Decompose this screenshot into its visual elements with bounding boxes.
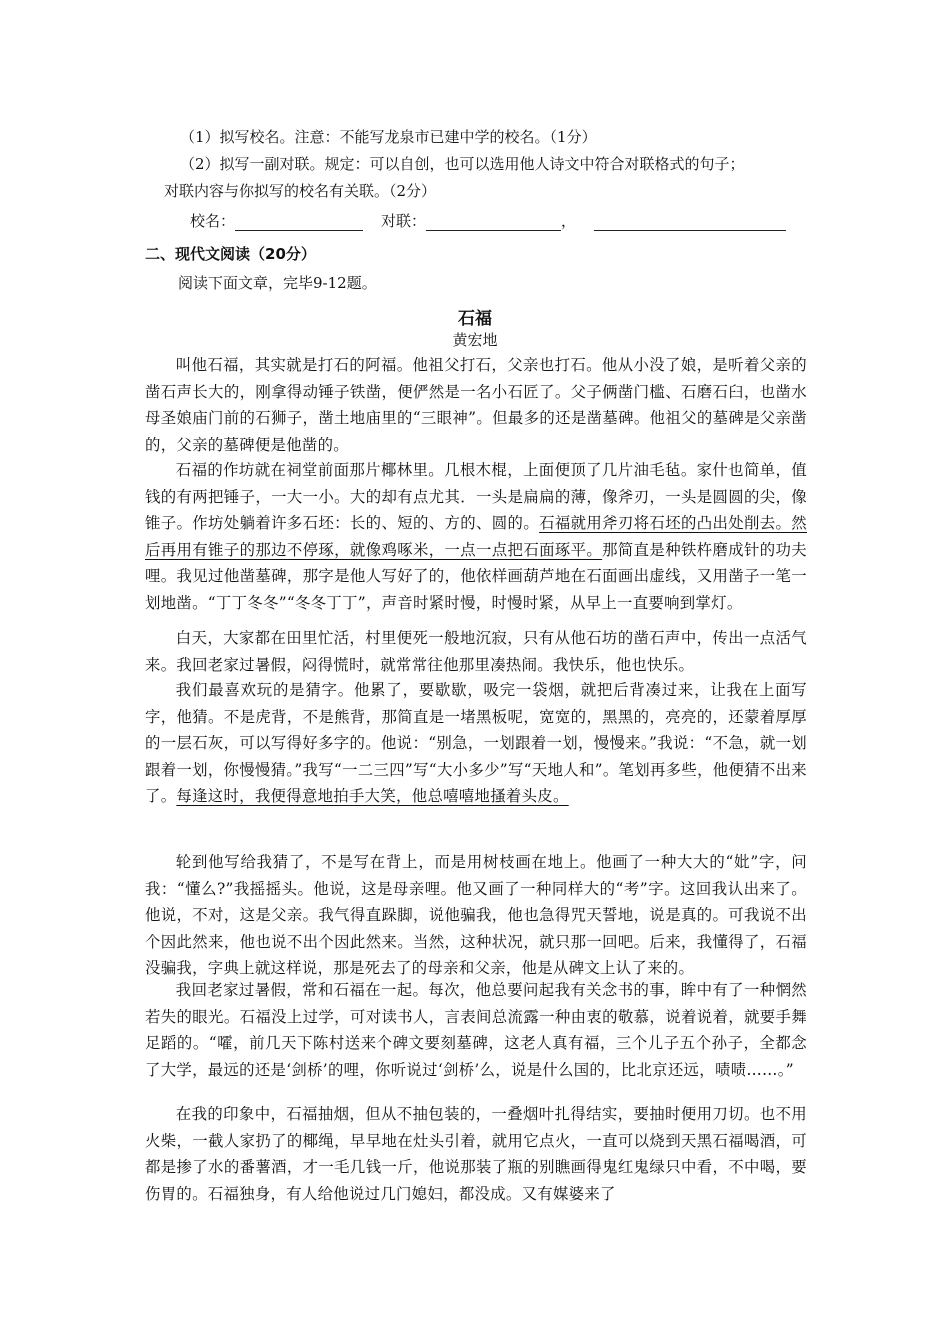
question-1: （1）拟写校名。注意：不能写龙泉市已建中学的校名。（1分） — [180, 128, 597, 146]
paragraph-2-text-b: 那简直是种铁杵磨成针的功夫哩。我见过他凿墓碑，那字是他人写好了的，他依样画葫芦地在石面画出虚线，又用凿子一笔一划地凿。“丁丁冬冬”“冬冬丁丁”，声音时紧时慢，时慢时紧，从早上一直要响到掌灯。 — [145, 540, 807, 612]
couplet-label: 对联： — [381, 212, 427, 230]
question-2-line-2: 对联内容与你拟写的校名有关联。（2分） — [164, 182, 437, 200]
section-instruction: 阅读下面文章，完毕9-12题。 — [178, 274, 377, 292]
paragraph-4-text-a: 我们最喜欢玩的是猜字。他累了，要歇歇，吸完一袋烟，就把后背凑过来，让我在上面写字，他猜。不是虎背，不是熊背，那简直是一堵黑板呢，宽宽的，黑黑的，亮亮的，还蒙着厚厚的一层石灰，可以写得好多字的。他说：“别急，一划跟着一划，慢慢来。”我说：“不急，就一划跟着一划，你慢慢猜。”我写“一二三四”写“大小多少”写“天地人和”。笔划再多些，他便猜不出来了。 — [145, 681, 807, 805]
paragraph-4-underlined-sentence: 每逢这时，我便得意地拍手大笑，他总嘻嘻地搔着头皮。 — [176, 787, 569, 805]
paragraph-2-underlined-sentence: 石福就用斧刃将石坯的凸出处削去。然后再用有锥子的那边不停琢，就像鸡啄米，一点一点把石面琢平。 — [145, 514, 807, 559]
article-paragraph-1: 叫他石福，其实就是打石的阿福。他祖父打石，父亲也打石。他从小没了娘，是听着父亲的凿石声长大的，刚拿得动锤子铁凿，便俨然是一名小石匠了。父子俩凿门槛、石磨石臼，也凿水母圣娘庙门前的石狮子，凿土地庙里的“三眼神”。但最多的还是凿墓碑。他祖父的墓碑是父亲凿的，父亲的墓碑便是他凿的。 — [145, 356, 807, 454]
answer-row — [190, 211, 786, 231]
question-2-line-1: （2）拟写一副对联。规定：可以自创，也可以选用他人诗文中符合对联格式的句子； — [180, 155, 745, 173]
article-paragraph-6: 我回老家过暑假，常和石福在一起。每次，他总要问起我有关念书的事，眸中有了一种惘然若失的眼光。石福没上过学，可对读书人，言表间总流露一种由衷的敬慕，说着说着，就要手舞足蹈的。“嚯，前几天下陈村送来个碑文要刻墓碑，这老人真有福，三个儿子五个孙子，全都念了大学，最远的还是‘剑桥’的哩，你听说过‘剑桥’么，说是什么国的，比北京还远，啧啧……。” — [145, 981, 807, 1079]
school-name-label: 校名： — [190, 212, 236, 230]
paragraph-2-text-a: 石福的作坊就在祠堂前面那片椰林里。几根木棍，上面便顶了几片油毛毡。家什也简单，值钱的有两把锤子，一大一小。大的却有点尤其．一头是扁扁的薄，像斧刃，一头是圆圆的尖，像锥子。作坊处躺着许多石坯：长的、短的、方的、圆的。 — [145, 461, 807, 532]
couplet-first-blank[interactable] — [426, 214, 561, 231]
section-heading: 二、现代文阅读（20分） — [145, 245, 316, 263]
article-author: 黄宏地 — [452, 331, 498, 349]
article-paragraph-2 — [145, 457, 807, 616]
article-paragraph-7: 在我的印象中，石福抽烟，但从不抽包装的，一叠烟叶扎得结实，要抽时便用刀切。也不用火柴，一截人家扔了的椰绳，早早地在灶头引着，就用它点火，一直可以烧到天黑石福喝酒，可都是掺了水的番薯酒，才一毛几钱一斤，他说那装了瓶的别瞧画得鬼红鬼绿只中看，不中喝，要伤胃的。石福独身，有人给他说过几门媳妇，都没成。又有媒婆来了 — [145, 1105, 807, 1203]
article-paragraph-3: 白天，大家都在田里忙活，村里便死一般地沉寂，只有从他石坊的凿石声中，传出一点活气来。我回老家过暑假，闷得慌时，就常常往他那里凑热闹。我快乐，他也快乐。 — [145, 629, 807, 674]
couplet-second-blank[interactable] — [594, 214, 786, 231]
article-paragraph-4 — [145, 677, 807, 810]
article-paragraph-5: 轮到他写给我猜了，不是写在背上，而是用树枝画在地上。他画了一种大大的“妣”字，问我：“懂么?”我摇摇头。他说，这是母亲哩。他又画了一种同样大的“考”字。这回我认出来了。他说，不对，这是父亲。我气得直跺脚，说他骗我，他也急得咒天誓地，说是真的。可我说不出个因此然来，他也说不出个因此然来。当然，这种状况，就只那一回吧。后来，我懂得了，石福没骗我，字典上就这样说，那是死去了的母亲和父亲，他是从碑文上认了来的。 — [145, 853, 807, 977]
article-title: 石福 — [458, 309, 492, 329]
couplet-comma: ， — [561, 212, 577, 230]
school-name-blank[interactable] — [235, 214, 363, 231]
